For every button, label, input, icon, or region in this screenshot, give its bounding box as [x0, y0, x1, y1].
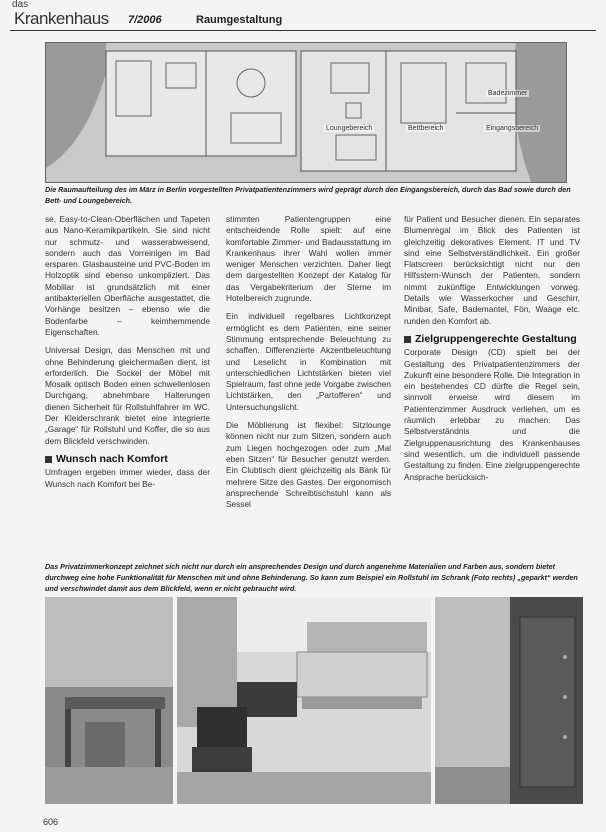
- photo-lounge: [177, 597, 431, 804]
- floor-plan-caption: Die Raumaufteilung des im März in Berlin vorgestellten Privatpatientenzimmers wird geprägt durch den Eingangsbereich, durch das Bad sowie durch den Bett- und Loungebereich.: [45, 185, 571, 205]
- section-title: Raumgestaltung: [196, 14, 283, 26]
- subheading: Zielgruppengerechte Gestaltung: [404, 334, 580, 345]
- paragraph: se, Easy-to-Clean-Oberflächen und Tapeten aus Nano-Keramikpartikeln. Sie sind nicht nur schmutz- und wasserabweisend, sondern auch das Vorreinigen im Bad ersparen. Glasbausteine und PVC-Boden im Holzoptik sind ebenso unkompliziert. Das Mobiliar ist grundsätzlich mit einer antibakteriellen Oberfläche ausgestattet, die Vorhänge besitzen – ebenso wie die Bodenfarbe – keimhemmende Eigenschaften.: [45, 214, 210, 337]
- lounge-photo-image: [177, 597, 431, 804]
- label-bed: Bettbereich: [408, 125, 444, 132]
- brand-prefix: das: [12, 0, 29, 10]
- paragraph: stimmten Patientengruppen eine entscheidende Rolle spielt: auf eine komfortable Zimmer- und Badausstattung im Krankenhaus ihrer Wahl wollen immer weniger Menschen verzichten. Daher liegt dem dargestellten Konzept der Katalog für das Vergabekriterium der Sterne im Hotelbereich zugrunde.: [226, 214, 391, 304]
- floor-plan: [45, 42, 567, 183]
- wardrobe-photo-image: [435, 597, 583, 804]
- photo-wardrobe: [435, 597, 583, 804]
- desk-photo-image: [45, 597, 173, 804]
- column-right: [404, 214, 580, 490]
- page-header: [10, 0, 596, 31]
- label-entrance: Eingangsbereich: [486, 125, 539, 132]
- photo-caption: Das Privatzimmerkonzept zeichnet sich nicht nur durch ein ansprechendes Design und durch angenehme Materialien und Farben aus, sondern bietet durchweg eine hohe Funktionalität für Menschen mit und ohne Behinderung. So kann zum Beispiel ein Rollstuhl im Schrank (Foto rechts) „geparkt“ werden und verschwindet damit aus dem Blickfeld, wenn er nicht gebraucht wird.: [45, 562, 578, 593]
- square-bullet-icon: [45, 456, 52, 463]
- column-middle: [226, 214, 391, 517]
- label-lounge: Loungebereich: [326, 125, 373, 132]
- paragraph: Ein individuell regelbares Lichtkonzept ermöglicht es dem Patienten, eine seiner Stimmung entsprechende Beleuchtung zu schaffen. Differenzierte Akzentbeleuchtung und Leselicht in Kombination mit unterschiedlichen Lichtstärken bieten viel Spielraum, fast ohne jede Vorgabe zwischen Lichtstärken, den „Partofferen“ und Untersuchungslicht.: [226, 311, 391, 412]
- paragraph: Universal Design, das Menschen mit und ohne Behinderung gleichermaßen dient, ist erforderlich. Die Sockel der Möbel mit Mosaik optisch Boden einen schwellenlosen Durchgang, abnehmbare Halterungen dienen Sicherheit für Rollstuhlfahrer im WC. Der Kleiderschrank bietet eine integrierte „Garage“ für Rollstuhl und Koffer, die so aus dem Blickfeld verschwinden.: [45, 345, 210, 446]
- page-number: 606: [43, 817, 59, 827]
- issue-number: 7/2006: [128, 14, 162, 26]
- subheading: Wunsch nach Komfort: [45, 454, 210, 465]
- floor-plan-drawing: [46, 43, 566, 182]
- column-left: [45, 214, 210, 497]
- label-bathroom: Badezimmer: [488, 90, 528, 97]
- paragraph: Umfragen ergeben immer wieder, dass der Wunsch nach Komfort bei Be-: [45, 467, 210, 489]
- square-bullet-icon: [404, 336, 411, 343]
- brand-logo: Krankenhaus: [14, 9, 109, 28]
- paragraph: Die Möblierung ist flexibel: Sitzlounge können nicht nur zum Sitzen, sondern auch zum Liegen hochgezogen oder zum „Mal eben Sitzen“ für Besucher genutzt werden. Ein Clubtisch dient gleichzeitig als Bank für mehrere Sitze des Gastes. Der ergonomisch ansprechende Schreibtischstuhl kann als Sessel: [226, 420, 391, 510]
- photo-desk-area: [45, 597, 173, 804]
- paragraph: Corporate Design (CD) spielt bei der Gestaltung des Privatpatientenzimmers der Zukunft eine besondere Rolle. Die Integration in ein bestehendes CD dürfte die Regel sein, sinnvoll erweise wird diesem im Patientenzimmer Ausdruck verliehen, um es räumlich erlebbar zu machen. Das Selbstverständnis und die Zielgruppenausrichtung des Krankenhauses sind wesentlich, um die individuell passende Gestaltung zu finden. Eine zielgruppengerechte Ansprache berücksich-: [404, 347, 580, 482]
- paragraph: für Patient und Besucher dienen. Ein separates Blumenregal im Blick des Patienten ist gleichzeitig dekoratives Element. IT und TV sind eine Selbstverständlichkeit. Ein großer Flatscreen berücksichtigt nicht nur den Hilfsstern-Wunsch der Patienten, sondern nimmt zukünftige Entwicklungen vorweg. Details wie Wasserkocher und Geschirr, Minibar, Safe, Bademantel, Fön, Waage etc. runden den Komfort ab.: [404, 214, 580, 326]
